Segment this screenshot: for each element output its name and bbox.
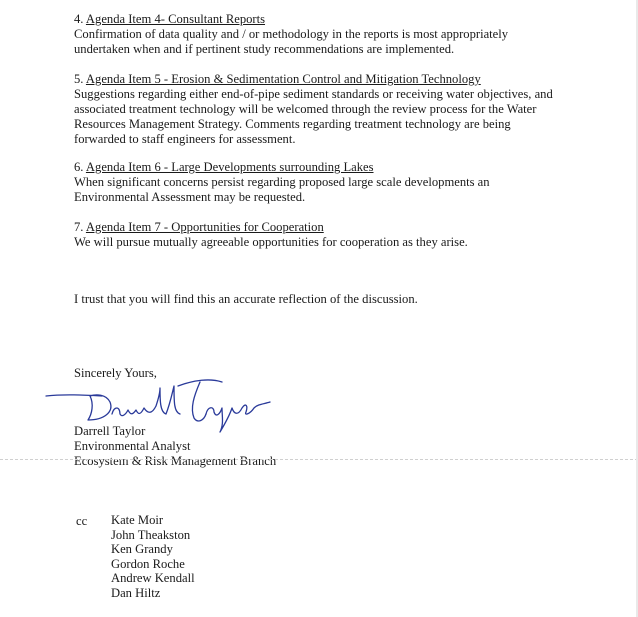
item-5-number: 5. — [74, 72, 84, 86]
cc-label: cc — [76, 514, 88, 528]
cc-recipient: Ken Grandy — [111, 542, 173, 557]
item-6-title: Agenda Item 6 - Large Developments surrounding Lakes — [85, 160, 374, 174]
signer-name: Darrell Taylor — [74, 424, 146, 438]
item-5-line-1: Suggestions regarding either end-of-pipe sediment standards or receiving water objectives, and — [74, 87, 553, 101]
item-4-heading — [74, 12, 265, 27]
item-6-heading — [74, 160, 374, 175]
item-5-title: Agenda Item 5 - Erosion & Sedimentation Control and Mitigation Technology — [85, 72, 481, 86]
item-6-line-1: When significant concerns persist regarding proposed large scale developments an — [74, 175, 490, 189]
item-7-line-1: We will pursue mutually agreeable opportunities for cooperation as they arise. — [74, 235, 468, 249]
item-5-heading — [74, 72, 481, 87]
salutation: Sincerely Yours, — [74, 366, 157, 380]
item-6-line-2: Environmental Assessment may be requested. — [74, 190, 306, 204]
item-7-title: Agenda Item 7 - Opportunities for Cooperation — [85, 220, 324, 234]
item-7-heading — [74, 220, 324, 235]
item-4-title: Agenda Item 4- Consultant Reports — [85, 12, 266, 26]
signer-branch: Ecosystem & Risk Management Branch — [74, 454, 277, 468]
item-5-line-4: forwarded to staff engineers for assessment. — [74, 132, 296, 146]
cc-recipient: Andrew Kendall — [111, 571, 195, 586]
cc-list — [111, 513, 195, 601]
cc-recipient: Gordon Roche — [111, 556, 185, 571]
cc-recipient: Kate Moir — [111, 513, 164, 527]
item-4-number: 4. — [74, 12, 84, 26]
item-5-line-3: Resources Management Strategy. Comments regarding treatment technology are being — [74, 117, 511, 131]
item-4-line-2: undertaken when and if pertinent study recommendations are implemented. — [74, 42, 455, 56]
signer-title: Environmental Analyst — [74, 439, 191, 453]
item-5-line-2: associated treatment technology will be welcomed through the review process for the Water — [74, 102, 537, 116]
item-4-line-1: Confirmation of data quality and / or methodology in the reports is most appropriately — [74, 27, 509, 41]
item-7-number: 7. — [74, 220, 84, 234]
item-6-number: 6. — [74, 160, 84, 174]
cc-recipient: John Theakston — [111, 527, 191, 542]
scan-fold-line — [0, 459, 638, 460]
cc-recipient: Dan Hiltz — [111, 585, 161, 600]
closing-text: I trust that you will find this an accurate reflection of the discussion. — [74, 292, 418, 306]
